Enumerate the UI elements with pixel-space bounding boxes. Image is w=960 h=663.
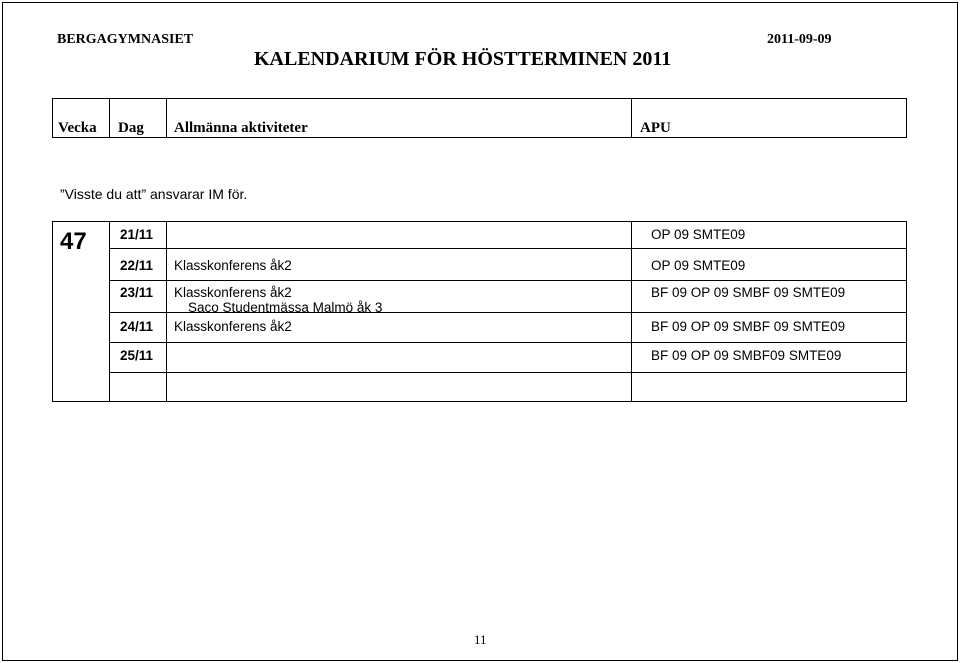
column-divider (166, 99, 167, 137)
page-number: 11 (474, 632, 487, 647)
column-header-day: Dag (118, 120, 144, 136)
activity-cell: Klasskonferens åk2 (174, 319, 292, 334)
column-header-apu: APU (640, 120, 671, 136)
apu-cell: OP 09 SMTE09 (651, 258, 746, 273)
apu-cell: BF 09 OP 09 SMBF09 SMTE09 (651, 348, 842, 363)
column-header-activities: Allmänna aktiviteter (174, 120, 308, 136)
column-header-row (52, 98, 907, 138)
column-divider (631, 99, 632, 137)
page-title: KALENDARIUM FÖR HÖSTTERMINEN 2011 (254, 48, 672, 70)
school-name: BERGAGYMNASIET (57, 32, 194, 47)
apu-cell: BF 09 OP 09 SMBF 09 SMTE09 (651, 285, 846, 300)
day-cell: 22/11 (120, 258, 154, 273)
day-cell: 24/11 (120, 319, 154, 334)
document-date: 2011-09-09 (767, 32, 832, 47)
activity-cell: Saco Studentmässa Malmö åk 3 (188, 300, 383, 315)
apu-cell: BF 09 OP 09 SMBF 09 SMTE09 (651, 319, 846, 334)
column-divider (109, 99, 110, 137)
activity-cell: Klasskonferens åk2 (174, 285, 292, 300)
row-divider (109, 342, 906, 343)
day-cell: 21/11 (120, 227, 154, 242)
column-header-week: Vecka (58, 120, 97, 136)
week-table (52, 221, 907, 402)
week-number: 47 (60, 228, 87, 255)
info-note: ”Visste du att” ansvarar IM för. (60, 186, 248, 202)
day-cell: 23/11 (120, 285, 154, 300)
apu-cell: OP 09 SMTE09 (651, 227, 746, 242)
row-divider (109, 280, 906, 281)
row-divider (109, 372, 906, 373)
activity-cell: Klasskonferens åk2 (174, 258, 292, 273)
row-divider (109, 248, 906, 249)
day-cell: 25/11 (120, 348, 154, 363)
